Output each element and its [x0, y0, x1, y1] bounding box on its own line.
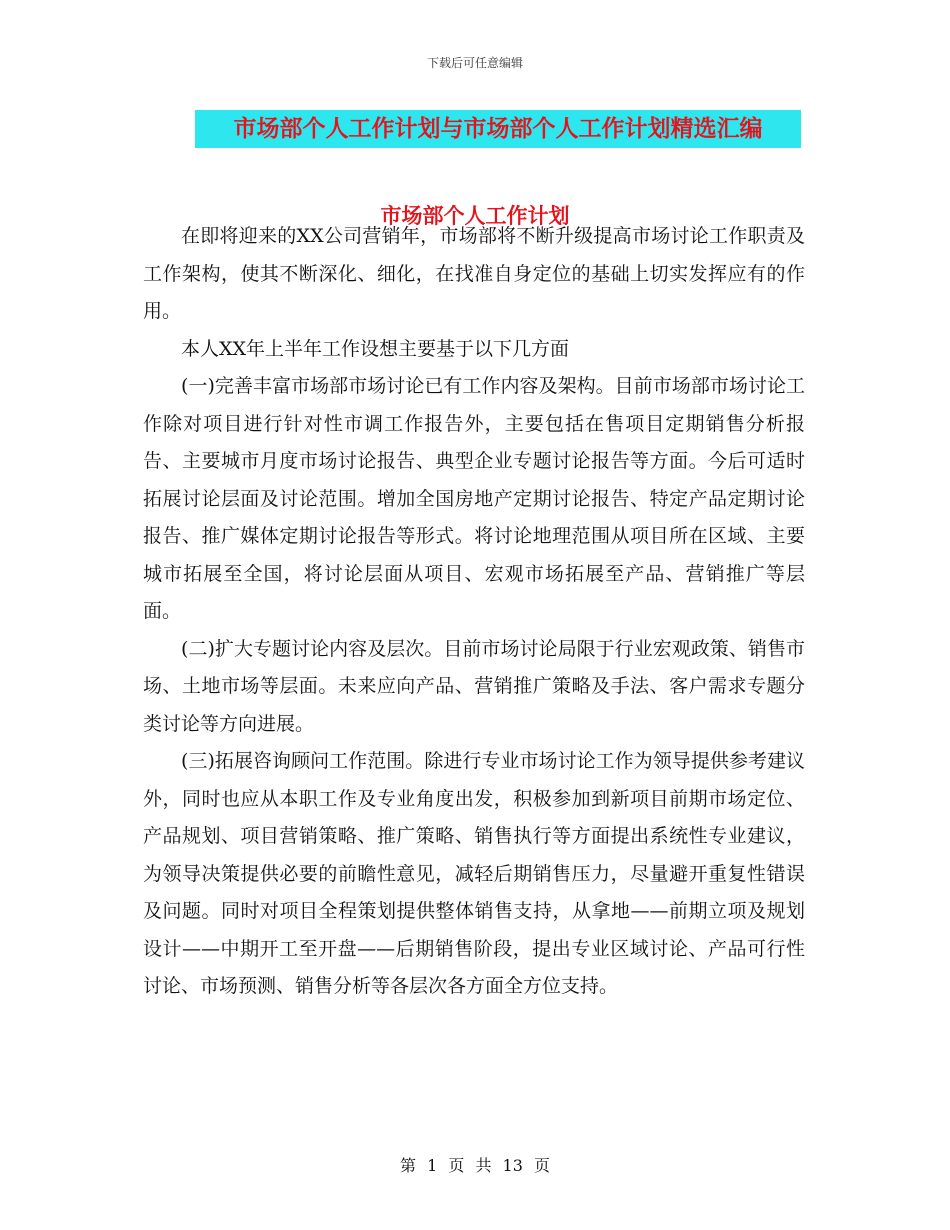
- header-note: 下载后可任意编辑: [426, 56, 523, 70]
- paragraph-item-3: (三)拓展咨询顾问工作范围。除进行专业市场讨论工作为领导提供参考建议外，同时也应从本职工作及专业角度出发，积极参加到新项目前期市场定位、产品规划、项目营销策略、推广策略、销售执行等方面提出系统性专业建议，为领导决策提供必要的前瞻性意见，减轻后期销售压力，尽量避开重复性错误及问题。同时对项目全程策划提供整体销售支持，从拿地——前期立项及规划设计——中期开工至开盘——后期销售阶段，提出专业区域讨论、产品可行性讨论、市场预测、销售分析等各层次各方面全方位支持。: [143, 750, 805, 997]
- paragraph-intro: 在即将迎来的XX公司营销年，市场部将不断升级提高市场讨论工作职责及工作架构，使其不断深化、细化，在找准自身定位的基础上切实发挥应有的作用。: [143, 225, 805, 322]
- main-title: 市场部个人工作计划与市场部个人工作计划精选汇编: [233, 116, 763, 142]
- section-title: 市场部个人工作计划: [380, 204, 570, 228]
- paragraph-item-2: (二)扩大专题讨论内容及层次。目前市场讨论局限于行业宏观政策、销售市场、土地市场等层面。未来应向产品、营销推广策略及手法、客户需求专题分类讨论等方向进展。: [143, 637, 805, 735]
- document-body: [143, 218, 805, 1006]
- paragraph-item-1: (一)完善丰富市场部市场讨论已有工作内容及架构。目前市场部市场讨论工作除对项目进行针对性市调工作报告外，主要包括在售项目定期销售分析报告、主要城市月度市场讨论报告、典型企业专题讨论报告等方面。今后可适时拓展讨论层面及讨论范围。增加全国房地产定期讨论报告、特定产品定期讨论报告、推广媒体定期讨论报告等形式。将讨论地理范围从项目所在区域、主要城市拓展至全国，将讨论层面从项目、宏观市场拓展至产品、营销推广等层面。: [143, 375, 805, 622]
- main-title-highlight: [195, 110, 801, 148]
- paragraph-overview: 本人XX年上半年工作设想主要基于以下几方面: [181, 337, 570, 360]
- page-footer: 第 1 页 共 13 页: [400, 1156, 550, 1175]
